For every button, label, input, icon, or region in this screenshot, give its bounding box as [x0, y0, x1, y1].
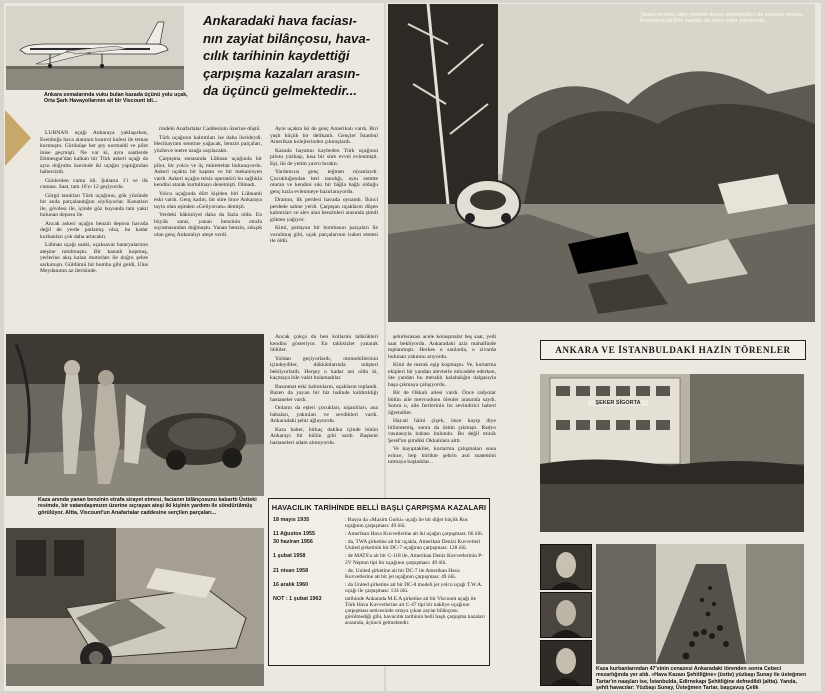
- paragraph: Aynı uçakta iki de genç Amerikalı vardı. Biri yaşlı küçük bir delikanlı. Gençler İstanbul Amerikan kolejlerinden çıkmışlardı.: [270, 126, 378, 145]
- article-col-4: [270, 334, 378, 496]
- paragraph: Dramın, ilk perdesi havada oynandı. İkinci perdede sahne yerdi. Çarpışan uçakların düşen kalıntıları ve alev alan benzinleri arasında şimdi gökten yağıyor.: [270, 197, 378, 223]
- article-col-2: [154, 126, 262, 330]
- building-sign: ŞEKER SİGORTA: [588, 400, 648, 406]
- paragraph: Günlerden cuma idi. Şubatın 1'i ve ilk cuması. Saat, tam 16'yı 12 geçiyordu.: [40, 177, 148, 190]
- headline-line: cılık tarihinin kaydettiği: [203, 48, 350, 64]
- paragraph: Ve kayıptakiler, kurtarma çalışmaları sona erince, hep birlikte şehrin asıl matemini tutmaya başladılar...: [388, 446, 496, 465]
- article-col-5: [388, 334, 496, 496]
- crash-desc: : de, United şirketine ait bir DC-7 ile Amerikan Hava Kuvvetlerine ait bir jet uçağının çarpışması: 49 ölü.: [345, 567, 460, 580]
- procession-photo: [596, 544, 804, 664]
- headline-line: nın zayiat bilânçosu, hava-: [203, 30, 371, 46]
- funeral-caption: Kaza kurbanlarından 47'sinin cenazesi Ankaradaki törenden sonra Cebeci mezarlığında yer aldı. «Hava Kazası Şehitliğine» (üstte) yüzbaşı Sunay ile üsteğmen Tartar'ın naaşları ise, İstanbulda, Edirnekapı Şehitliğine defnedildi (altta). Yanda, şehit havacılar: Yüzbaşı Sunay, Üsteğmen Tartar, başçavuş Çelik: [596, 666, 807, 691]
- paragraph: Ancak çokça da ben kollarını tahkükleri kendini gösteriyor. En tahlısizler yanarak öldüler.: [270, 334, 378, 353]
- page-arrow-icon: [5, 110, 31, 166]
- paragraph: Basınmat eski kalıntıların, uçakların toplandı. Bazen da yayan bir biz halinde kaldırıldığı hastaneler vardı.: [270, 383, 378, 403]
- table-row: [269, 568, 489, 580]
- table-row: [269, 531, 489, 537]
- airliner-photo: [6, 6, 184, 90]
- paragraph: Bir de Okkalı ailesi vardı. Önce radyolar bütün aile mevcudunu ölenler arasında saydı. Sonra o, aile fertlerinin bu sevindirici haberi öğrendiler.: [388, 390, 496, 416]
- paragraph: Görgü tanıkları Türk uçağının, gök yüzünde bir anda parçalandığını söylüyorlar. Kanatları ile, gövdesi ile, içinde göz boyunda tam yakıt bulunan deposu ile.: [40, 192, 148, 218]
- crash-desc: : de MATS'a ait bir C-118 ile, Amerikan Deniz Kuvvetlerinin P-2V Neptun tipi bir uçağının çarpışması: 49 ölü.: [345, 553, 484, 566]
- paragraph: Yerdeki hâkimiyet daha da fazla oldu. En büyük zarar, yanan benzinin etrafa sıçramasından doğmuştu. Yanan benzin, sıkışık olan genç Ankaralıyı ateşe verdi.: [154, 212, 262, 238]
- airliner-caption: Ankara semalarında vuku bulan kazada üçünü yolu uçak, Orta Şark Havayollarının ait bir Viscount idi...: [44, 92, 188, 105]
- paragraph: Kimi de merak eşip koşmuştu. Ve, kurtarma ekipleri bir yandan alevlerle mücadele ederken, öte yandan bu meraklı kalabalığın dalgasıyla başa çıkmaya çalışıyordu.: [388, 362, 496, 388]
- paragraph: Kara haber, birkaç dakika içinde bütün Ankarayı bir külün gibi sardı. Başkent hastaneleri adam alımıyordu.: [270, 426, 378, 446]
- table-row: [269, 582, 489, 594]
- paragraph: Yardımcısı genç teğmen niyanlaydı. Çocukluğundan beri tanıdığı, aynı semtte oturan ve kendini sıkı bir bâğla bağlı olduğu genç kızla evlenmeye hazırlanıyordu.: [270, 169, 378, 195]
- paragraph: rindeki Anafartalar Caddesinin üzerine düştü.: [159, 126, 261, 132]
- crash-desc: : Rusya da «Maxim Gorki» uçağı ile bir diğer küçük Rus uçağının çarpışması: 49 ölü.: [345, 517, 468, 530]
- article-col-1: [40, 130, 148, 330]
- paragraph: Türk uçağının kalıntıları ise daha ilerideydi. Hecibayram semtine yağacak, benzin parçaları, yüzlerce metre uzağa saçılacaktı.: [154, 134, 262, 154]
- paragraph: Yolcu uçağında dört kişiden biri Lübnanlı eski vardı. Genç kadın, bir süre önce Ankaraya tayin olan eşinden «Geliyorum» demişti.: [154, 190, 262, 210]
- table-row: [269, 596, 489, 626]
- wreckage-photo: [6, 528, 264, 686]
- table-row: [269, 553, 489, 565]
- crash-date: 16 aralık 1960: [273, 581, 309, 588]
- crash-desc: : Amerikan Hava Kuvvetlerine ait iki uçağın çarpışması: 66 ölü.: [345, 531, 484, 538]
- paragraph: Hayati hâini çiçek, önce kayıp diye bilinmemiş, sonra da üstün çıkmıştı. Radyo vasıtasıyla babası bulundu. Bu değil minik Şeref'un şimdiki Okkalılara aitti.: [388, 418, 496, 444]
- burning-cars-photo: [388, 4, 815, 322]
- funeral-banner: ANKARA VE İSTANBULDAKİ HAZİN TÖRENLER: [540, 340, 806, 360]
- crash-table-title: HAVACILIK TARİHİNDE BELLİ BAŞLI ÇARPIŞMA KAZALARI: [271, 503, 487, 512]
- crash-date: 30 haziran 1956: [273, 539, 313, 546]
- crash-date: 21 nisan 1958: [273, 567, 309, 574]
- funeral-crowd-photo: [540, 374, 804, 532]
- portrait-tartar: [540, 592, 592, 638]
- paragraph: Kazada hayatını kaybeden Türk uçağının pilotu yüzbaşı, kısa bir süre evvel evlenmişti. Eşi, iki de yetim yavru bıraktı.: [270, 147, 378, 167]
- headline-line: Ankaradaki hava faciası-: [203, 13, 357, 28]
- article-col-3: [270, 126, 378, 330]
- paragraph: Kimi, patlayan bir bombanın parçaları ile vurulmuş gibi, uçak parçalarının isabet etmesi ile öldü.: [270, 225, 378, 244]
- headline-line: çarpışma kazaları arasın-: [203, 65, 360, 81]
- paragraph: Çarpışma esnasında Lübnan uçağında bir pilot, bir yolcu ve üç mürettebat bulunuyordu. Askeri uçakta bir kaptan ve bir mekanisyen vardı. Askeri uçağın telsiz operatörü bu sağlıkla kendini atarak kurtulmayı denemişti. Olmadı.: [154, 156, 262, 188]
- crash-date: 11 Ağustos 1955: [273, 531, 316, 538]
- street-caption: Kaza anında yanan benzinin etrafa sirayet etmesi, facianın bilânçosunu kabarttı Üstteki resimde, bir vatandaşımızın üzerine sıçrayan ateşi iki kişinin yardımı ile söndürülmüş görülüyor. Altta, Viscount'un Anafartalar caddesine serçilen parçaları...: [38, 497, 257, 516]
- paragraph: Onların da eşleri çocukları, nişanlıları, ana babaları, yakınları ve sevdikleri vardı. Ankaradaki şehir ağlayıordu.: [270, 405, 378, 424]
- portrait-celik: [540, 640, 592, 686]
- table-row: [269, 539, 489, 551]
- crash-date: 1 şubat 1958: [273, 553, 306, 560]
- portrait-sunay: [540, 544, 592, 590]
- paragraph: şehirlerasası acele konuşmalar beş saat, yedi saat bekliyordu. Ankaradaki aziz mahallinde toplanmıştı. Herkes o sanlarda, o zivarda bulunan yakınını arıyordu.: [388, 334, 496, 360]
- burning-cars-caption: Yanan benzin, olay yerinde duran otomobilleri de tutuştur-muştu. İnsanlarla birlikte taşıtlar da cayır cayır yanıyordu.: [640, 12, 804, 25]
- crash-desc: tarihinde Ankarada M.E.A şirketine ait bir Viscount uçağı ile Türk Hava Kuvvetlerine ait C-47 tipi bir nakliye uçağının çarpışması neticesinde ortaya çıkan zayiat bilânçosu görülmediği gibi, havacılık tarihinin belli başlı çarpışma kazaları arasında, üçüncü gelmektedir.: [345, 596, 485, 627]
- headline: [203, 12, 383, 100]
- paragraph: Yoldan geçiyorlardı, otomobillerinin içindeydiler, dükkânlarında müşteri bekliyorlardı. Herşey o kadar ani oldu ki, kaçmaya bile vakit bulamadılar.: [270, 355, 378, 381]
- crash-date: 18 mayıs 1935: [273, 517, 310, 523]
- paragraph: LÜBNAN uçağı Ankaraya yaklaşırken, Esenboğa hava alanının kontrol kulesi ile temas kurmuştu. Görünüşe her şey normaldi ve pilot inise geçmişti. Ne var ki, aynı saatlerde Etimesgut'dan kalkan bir Türk askeri uçağı da aynı doğrultu üzerinde iki uçağın yaptığından habersizdi.: [40, 130, 148, 175]
- crash-desc: : da United şirketine ait bir DC-8 modeli jet yolcu uçağı T.W.A. uçağı ile çarpışması: 134 ölü.: [345, 581, 483, 594]
- crash-desc: : da, TWA şirketine ait bir uçakla, Amerikan Denizi Kuvvetleri United şirketinin bir DC-7 uçağının çarpışması: 128 ölü.: [345, 539, 481, 552]
- street-rescue-photo: [6, 334, 264, 496]
- headline-line: da üçüncü gelmektedir...: [203, 83, 357, 99]
- paragraph: Lübnan uçağı sanki, uçaksavar bataryalarının ateşine tutulmuştu. Bir kanadı kopmuş, yerlerine akış kalan motorları ile doğru şehre sarkımıştı. Güldümü bir bomba gibi geldi, Ulus Meydanının az ilerisinde.: [40, 242, 148, 274]
- crash-date: NOT : 1 şubat 1963: [273, 596, 322, 603]
- table-row: [269, 517, 489, 529]
- crash-history-table: [268, 498, 490, 666]
- paragraph: Ancak askeri uçağın benzin deposu havada değil de yerde patlamış olsa, bu kadar kurbanları çok daha artacaktı.: [40, 220, 148, 240]
